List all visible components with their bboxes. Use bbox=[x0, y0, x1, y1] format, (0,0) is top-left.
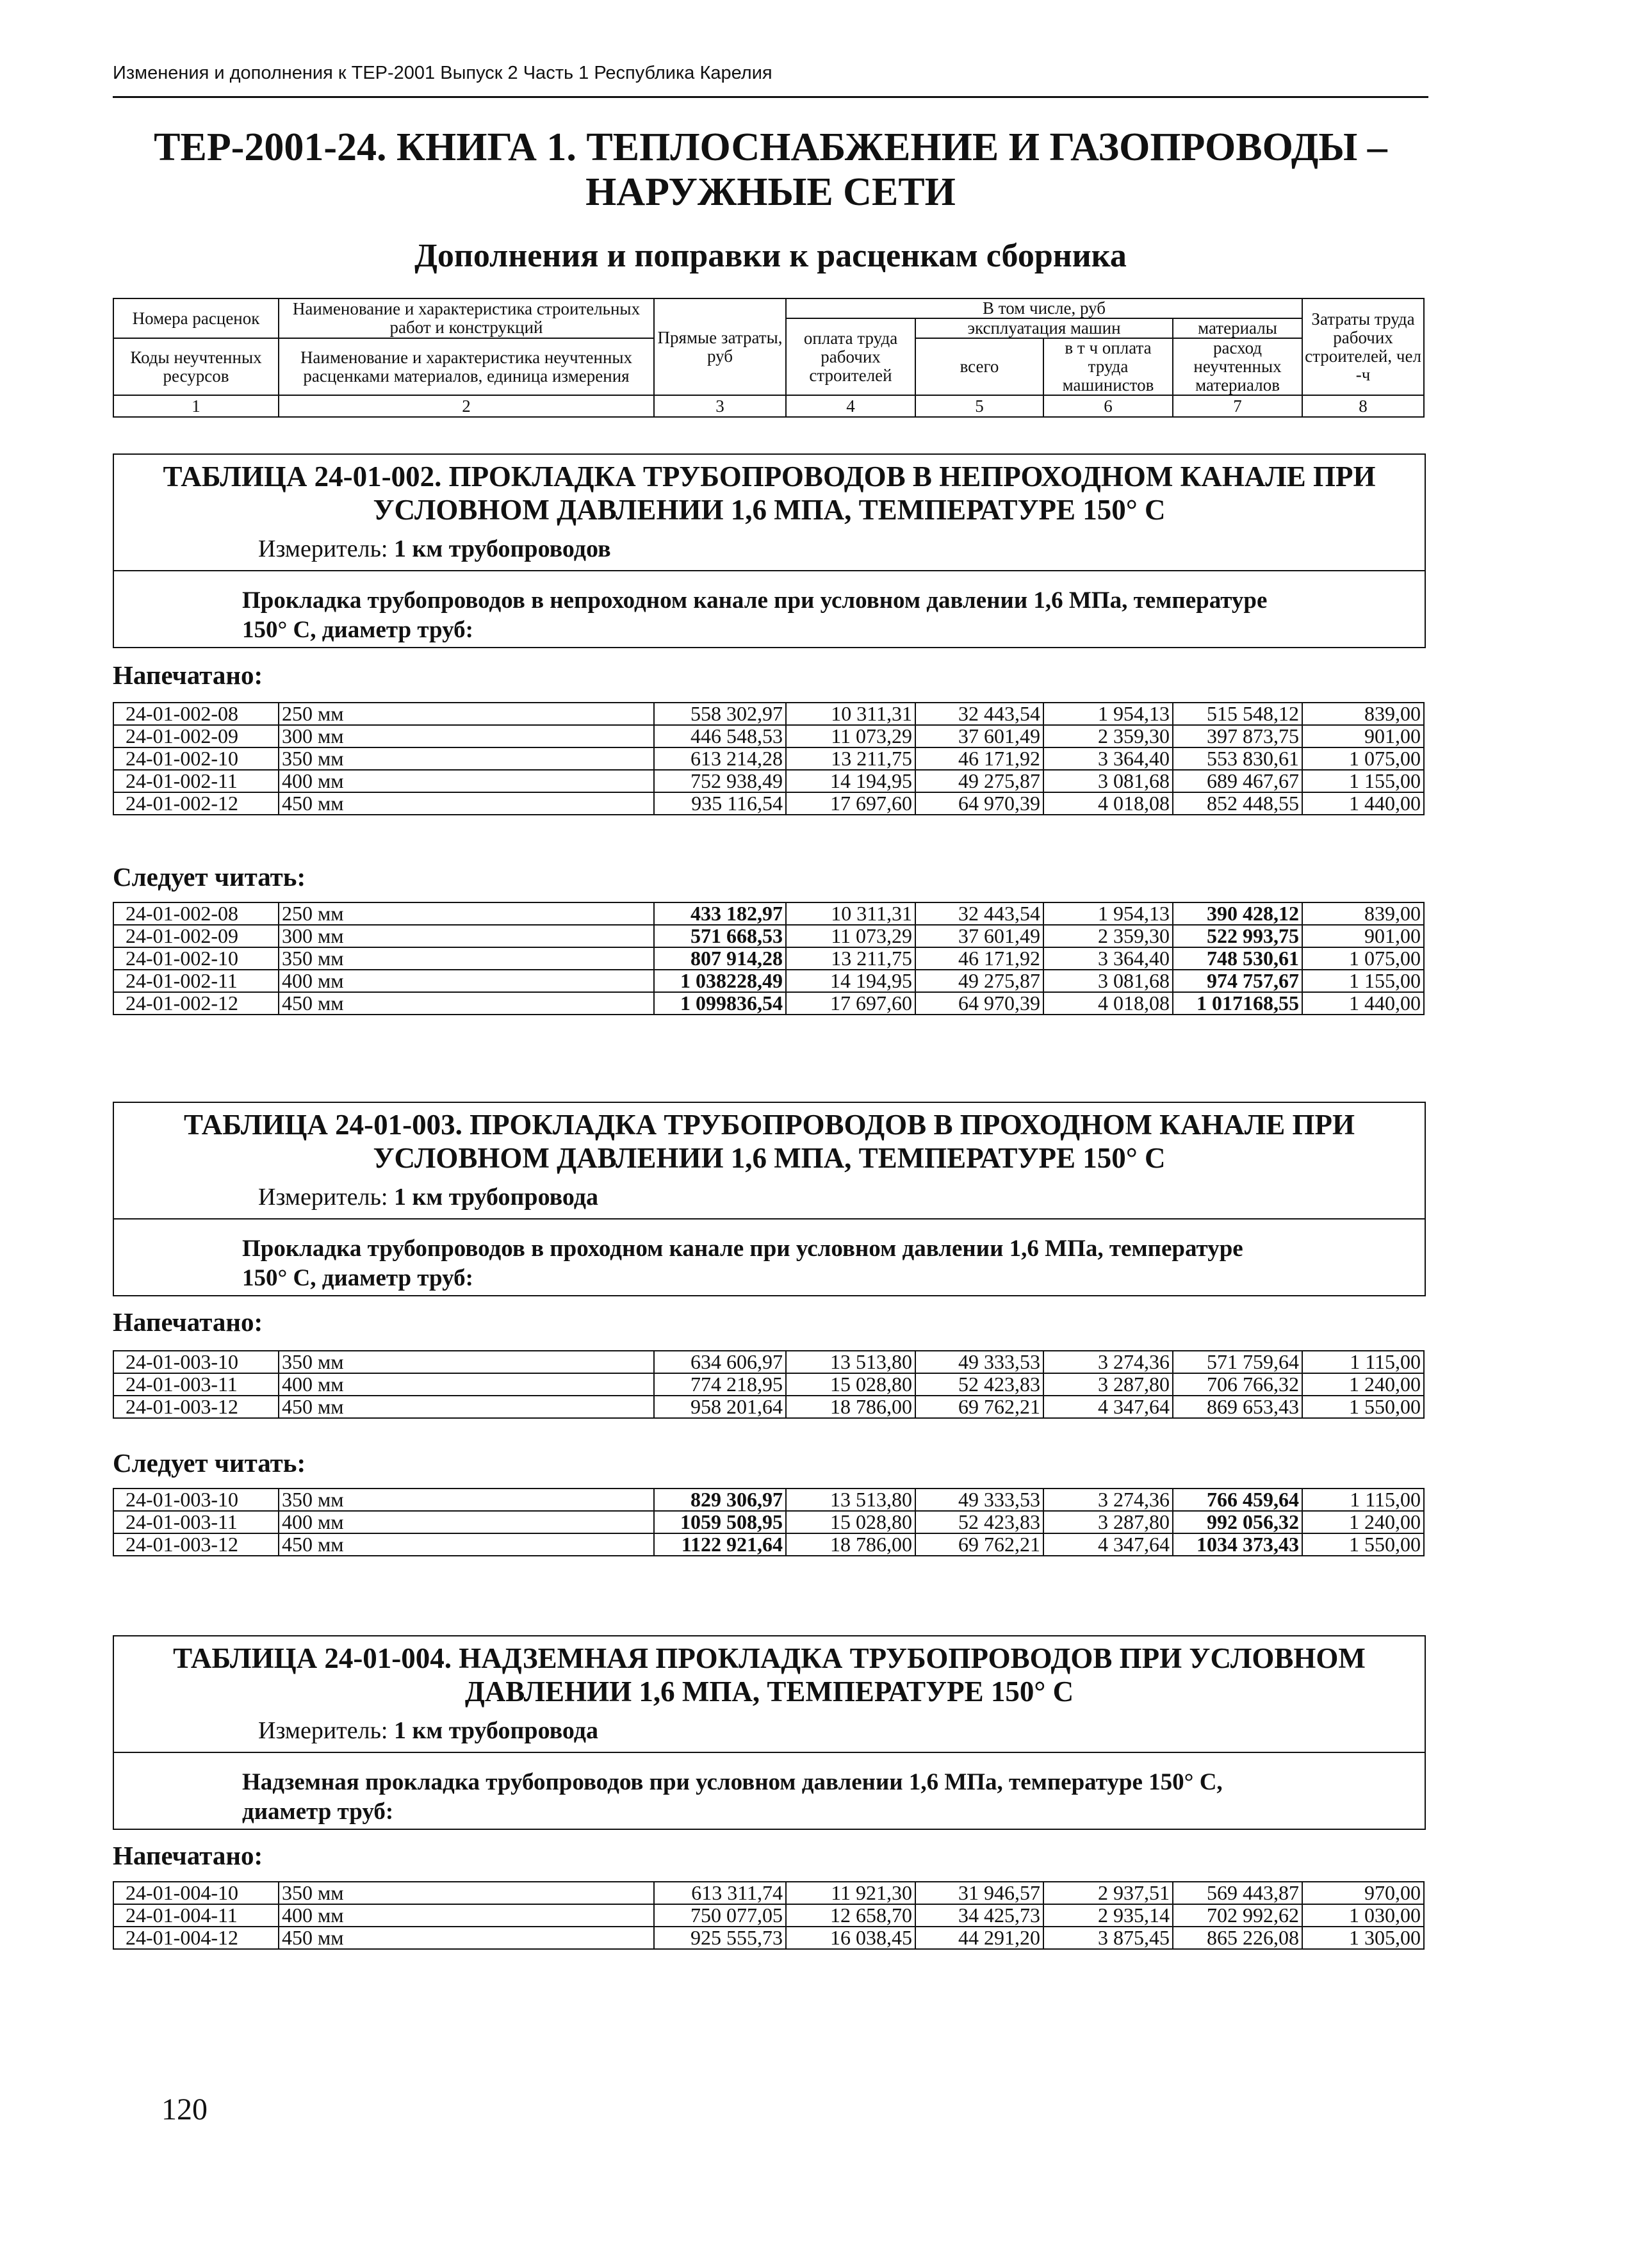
label-printed: Напечатано: bbox=[113, 660, 263, 690]
cost-cell: 522 993,75 bbox=[1173, 925, 1302, 947]
cost-cell: 774 218,95 bbox=[654, 1373, 786, 1396]
cost-cell: 1 075,00 bbox=[1302, 747, 1424, 770]
table-row bbox=[113, 1351, 1424, 1373]
unit-label: Измеритель: bbox=[258, 535, 388, 562]
rate-code: 24-01-003-10 bbox=[113, 1351, 279, 1373]
cost-cell: 11 073,29 bbox=[786, 725, 915, 747]
unit-label: Измеритель: bbox=[258, 1717, 388, 1744]
section-title-line-1: ТАБЛИЦА 24-01-003. ПРОКЛАДКА ТРУБОПРОВОДОВ В ПРОХОДНОМ КАНАЛЕ ПРИ bbox=[183, 1109, 1355, 1141]
pipe-diameter: 350 мм bbox=[279, 747, 654, 770]
cost-cell: 839,00 bbox=[1302, 703, 1424, 725]
pipe-diameter: 450 мм bbox=[279, 1927, 654, 1949]
cost-cell: 613 311,74 bbox=[654, 1882, 786, 1904]
cost-cell: 52 423,83 bbox=[915, 1511, 1043, 1533]
table-24-01-003-corrected bbox=[113, 1488, 1425, 1556]
table-row bbox=[113, 770, 1424, 792]
pipe-diameter: 450 мм bbox=[279, 1396, 654, 1418]
page-subtitle: Дополнения и поправки к расценкам сборника bbox=[414, 238, 1127, 274]
unit-value: 1 км трубопровода bbox=[394, 1717, 599, 1744]
pipe-diameter: 400 мм bbox=[279, 970, 654, 992]
cost-cell: 3 287,80 bbox=[1043, 1373, 1173, 1396]
section-title-line-1: ТАБЛИЦА 24-01-002. ПРОКЛАДКА ТРУБОПРОВОДОВ В НЕПРОХОДНОМ КАНАЛЕ ПРИ bbox=[163, 461, 1376, 493]
cost-cell: 992 056,32 bbox=[1173, 1511, 1302, 1533]
cost-cell: 901,00 bbox=[1302, 925, 1424, 947]
cost-cell: 2 935,14 bbox=[1043, 1904, 1173, 1927]
cost-cell: 558 302,97 bbox=[654, 703, 786, 725]
cost-cell: 750 077,05 bbox=[654, 1904, 786, 1927]
cost-cell: 49 333,53 bbox=[915, 1351, 1043, 1373]
rate-code: 24-01-003-11 bbox=[113, 1511, 279, 1533]
col-header-group: В том числе, руб bbox=[786, 298, 1302, 318]
cost-cell: 11 073,29 bbox=[786, 925, 915, 947]
section-title bbox=[114, 460, 1425, 526]
pipe-diameter: 450 мм bbox=[279, 992, 654, 1015]
pipe-diameter: 400 мм bbox=[279, 770, 654, 792]
table-row bbox=[113, 970, 1424, 992]
cost-cell: 571 759,64 bbox=[1173, 1351, 1302, 1373]
table-24-01-002-printed bbox=[113, 702, 1425, 815]
rate-code: 24-01-002-09 bbox=[113, 925, 279, 947]
pipe-diameter: 350 мм bbox=[279, 1489, 654, 1511]
section-description bbox=[242, 1234, 1419, 1293]
cost-cell: 1 240,00 bbox=[1302, 1511, 1424, 1533]
rate-code: 24-01-003-12 bbox=[113, 1533, 279, 1556]
col-header-1-bottom: Коды неучтенных ресурсов bbox=[113, 338, 279, 395]
section-description-line-2: 150° С, диаметр труб: bbox=[242, 1265, 473, 1291]
cost-cell: 2 937,51 bbox=[1043, 1882, 1173, 1904]
table-row bbox=[113, 747, 1424, 770]
cost-cell: 702 992,62 bbox=[1173, 1904, 1302, 1927]
cost-cell: 4 018,08 bbox=[1043, 992, 1173, 1015]
col-header-7: расход неучтенных материалов bbox=[1173, 338, 1302, 395]
cost-cell: 1 115,00 bbox=[1302, 1351, 1424, 1373]
header-rule bbox=[113, 96, 1428, 98]
section-rule bbox=[114, 1218, 1425, 1220]
cost-cell: 3 875,45 bbox=[1043, 1927, 1173, 1949]
cost-cell: 14 194,95 bbox=[786, 770, 915, 792]
cost-cell: 748 530,61 bbox=[1173, 947, 1302, 970]
cost-cell: 1 038228,49 bbox=[654, 970, 786, 992]
section-unit bbox=[258, 1183, 598, 1211]
cost-cell: 11 921,30 bbox=[786, 1882, 915, 1904]
cost-cell: 852 448,55 bbox=[1173, 792, 1302, 815]
pipe-diameter: 400 мм bbox=[279, 1904, 654, 1927]
cost-cell: 32 443,54 bbox=[915, 703, 1043, 725]
pipe-diameter: 250 мм bbox=[279, 703, 654, 725]
cost-cell: 4 018,08 bbox=[1043, 792, 1173, 815]
section-description bbox=[242, 1768, 1419, 1827]
cost-cell: 49 275,87 bbox=[915, 970, 1043, 992]
cost-cell: 569 443,87 bbox=[1173, 1882, 1302, 1904]
cost-cell: 46 171,92 bbox=[915, 747, 1043, 770]
col-header-2-top: Наименование и характеристика строительных работ и конструкций bbox=[279, 298, 654, 338]
col-number-3: 3 bbox=[654, 395, 786, 417]
table-row bbox=[113, 1373, 1424, 1396]
cost-cell: 925 555,73 bbox=[654, 1927, 786, 1949]
cost-cell: 49 275,87 bbox=[915, 770, 1043, 792]
label-printed: Напечатано: bbox=[113, 1841, 263, 1870]
table-row bbox=[113, 947, 1424, 970]
cost-cell: 18 786,00 bbox=[786, 1396, 915, 1418]
cost-cell: 1 155,00 bbox=[1302, 770, 1424, 792]
cost-cell: 901,00 bbox=[1302, 725, 1424, 747]
cost-cell: 1 099836,54 bbox=[654, 992, 786, 1015]
page-number: 120 bbox=[161, 2093, 208, 2126]
cost-cell: 390 428,12 bbox=[1173, 902, 1302, 925]
pipe-diameter: 300 мм bbox=[279, 725, 654, 747]
page-title-line-2: НАРУЖНЫЕ СЕТИ bbox=[585, 170, 956, 214]
col-header-6: в т ч оплата труда машинистов bbox=[1043, 338, 1173, 395]
page-title bbox=[113, 125, 1428, 215]
cost-cell: 1 115,00 bbox=[1302, 1489, 1424, 1511]
col-header-8: Затраты труда рабочих строителей, чел -ч bbox=[1302, 298, 1424, 395]
cost-cell: 52 423,83 bbox=[915, 1373, 1043, 1396]
col-header-1-top: Номера расценок bbox=[113, 298, 279, 338]
rate-code: 24-01-002-12 bbox=[113, 792, 279, 815]
section-24-01-004 bbox=[113, 1635, 1426, 1830]
cost-cell: 839,00 bbox=[1302, 902, 1424, 925]
table-row bbox=[113, 1927, 1424, 1949]
section-24-01-003 bbox=[113, 1102, 1426, 1296]
col-number-2: 2 bbox=[279, 395, 654, 417]
cost-cell: 829 306,97 bbox=[654, 1489, 786, 1511]
section-title-line-2: ДАВЛЕНИИ 1,6 МПА, ТЕМПЕРАТУРЕ 150° С bbox=[464, 1676, 1074, 1708]
cost-cell: 571 668,53 bbox=[654, 925, 786, 947]
col-number-7: 7 bbox=[1173, 395, 1302, 417]
cost-cell: 18 786,00 bbox=[786, 1533, 915, 1556]
table-row bbox=[113, 725, 1424, 747]
rate-code: 24-01-004-10 bbox=[113, 1882, 279, 1904]
col-header-4: оплата труда рабочих строителей bbox=[786, 318, 915, 395]
table-row bbox=[113, 1904, 1424, 1927]
label-should-read: Следует читать: bbox=[113, 1448, 306, 1478]
cost-cell: 37 601,49 bbox=[915, 925, 1043, 947]
cost-cell: 17 697,60 bbox=[786, 792, 915, 815]
cost-cell: 613 214,28 bbox=[654, 747, 786, 770]
cost-cell: 34 425,73 bbox=[915, 1904, 1043, 1927]
cost-cell: 1122 921,64 bbox=[654, 1533, 786, 1556]
cost-cell: 16 038,45 bbox=[786, 1927, 915, 1949]
cost-cell: 69 762,21 bbox=[915, 1533, 1043, 1556]
section-title-line-2: УСЛОВНОМ ДАВЛЕНИИ 1,6 МПА, ТЕМПЕРАТУРЕ 150° С bbox=[373, 494, 1166, 526]
section-24-01-002 bbox=[113, 453, 1426, 648]
cost-cell: 1059 508,95 bbox=[654, 1511, 786, 1533]
cost-cell: 3 274,36 bbox=[1043, 1351, 1173, 1373]
table-24-01-002-corrected bbox=[113, 902, 1425, 1015]
cost-cell: 13 211,75 bbox=[786, 947, 915, 970]
cost-cell: 433 182,97 bbox=[654, 902, 786, 925]
col-header-machines: эксплуатация машин bbox=[915, 318, 1173, 338]
section-unit bbox=[258, 1717, 598, 1745]
col-number-5: 5 bbox=[915, 395, 1043, 417]
pipe-diameter: 450 мм bbox=[279, 1533, 654, 1556]
cost-cell: 958 201,64 bbox=[654, 1396, 786, 1418]
pipe-diameter: 250 мм bbox=[279, 902, 654, 925]
cost-cell: 10 311,31 bbox=[786, 703, 915, 725]
running-head: Изменения и дополнения к ТЕР-2001 Выпуск 2 Часть 1 Республика Карелия bbox=[113, 63, 772, 83]
cost-cell: 1 954,13 bbox=[1043, 703, 1173, 725]
col-number-1: 1 bbox=[113, 395, 279, 417]
rate-code: 24-01-002-08 bbox=[113, 902, 279, 925]
col-header-3: Прямые затраты, руб bbox=[654, 298, 786, 395]
col-number-8: 8 bbox=[1302, 395, 1424, 417]
label-printed: Напечатано: bbox=[113, 1307, 263, 1337]
col-header-2-bottom: Наименование и характеристика неучтенных расценками материалов, единица измерения bbox=[279, 338, 654, 395]
rate-code: 24-01-003-11 bbox=[113, 1373, 279, 1396]
cost-cell: 64 970,39 bbox=[915, 792, 1043, 815]
cost-cell: 689 467,67 bbox=[1173, 770, 1302, 792]
cost-cell: 935 116,54 bbox=[654, 792, 786, 815]
cost-cell: 15 028,80 bbox=[786, 1511, 915, 1533]
cost-cell: 1 550,00 bbox=[1302, 1396, 1424, 1418]
cost-cell: 14 194,95 bbox=[786, 970, 915, 992]
table-row bbox=[113, 1882, 1424, 1904]
cost-cell: 974 757,67 bbox=[1173, 970, 1302, 992]
table-row bbox=[113, 1489, 1424, 1511]
table-row bbox=[113, 1511, 1424, 1533]
cost-cell: 752 938,49 bbox=[654, 770, 786, 792]
cost-cell: 4 347,64 bbox=[1043, 1533, 1173, 1556]
cost-cell: 807 914,28 bbox=[654, 947, 786, 970]
rate-code: 24-01-002-08 bbox=[113, 703, 279, 725]
column-header-table bbox=[113, 298, 1425, 418]
cost-cell: 1034 373,43 bbox=[1173, 1533, 1302, 1556]
cost-cell: 69 762,21 bbox=[915, 1396, 1043, 1418]
table-row bbox=[113, 992, 1424, 1015]
pipe-diameter: 400 мм bbox=[279, 1511, 654, 1533]
cost-cell: 12 658,70 bbox=[786, 1904, 915, 1927]
col-header-materials: материалы bbox=[1173, 318, 1302, 338]
cost-cell: 553 830,61 bbox=[1173, 747, 1302, 770]
cost-cell: 13 211,75 bbox=[786, 747, 915, 770]
table-24-01-004-printed bbox=[113, 1881, 1425, 1950]
rate-code: 24-01-003-10 bbox=[113, 1489, 279, 1511]
table-row bbox=[113, 1396, 1424, 1418]
col-number-4: 4 bbox=[786, 395, 915, 417]
cost-cell: 44 291,20 bbox=[915, 1927, 1043, 1949]
cost-cell: 1 155,00 bbox=[1302, 970, 1424, 992]
cost-cell: 1 440,00 bbox=[1302, 792, 1424, 815]
unit-label: Измеритель: bbox=[258, 1184, 388, 1211]
cost-cell: 865 226,08 bbox=[1173, 1927, 1302, 1949]
rate-code: 24-01-002-11 bbox=[113, 770, 279, 792]
pipe-diameter: 450 мм bbox=[279, 792, 654, 815]
cost-cell: 1 240,00 bbox=[1302, 1373, 1424, 1396]
cost-cell: 970,00 bbox=[1302, 1882, 1424, 1904]
cost-cell: 13 513,80 bbox=[786, 1489, 915, 1511]
cost-cell: 3 287,80 bbox=[1043, 1511, 1173, 1533]
table-row bbox=[113, 902, 1424, 925]
rate-code: 24-01-004-12 bbox=[113, 1927, 279, 1949]
cost-cell: 1 030,00 bbox=[1302, 1904, 1424, 1927]
cost-cell: 446 548,53 bbox=[654, 725, 786, 747]
pipe-diameter: 300 мм bbox=[279, 925, 654, 947]
section-description-line-1: Прокладка трубопроводов в проходном канале при условном давлении 1,6 МПа, температуре bbox=[242, 1236, 1243, 1262]
cost-cell: 1 550,00 bbox=[1302, 1533, 1424, 1556]
cost-cell: 13 513,80 bbox=[786, 1351, 915, 1373]
cost-cell: 3 364,40 bbox=[1043, 747, 1173, 770]
rate-code: 24-01-002-10 bbox=[113, 947, 279, 970]
section-description-line-2: диаметр труб: bbox=[242, 1799, 394, 1825]
cost-cell: 10 311,31 bbox=[786, 902, 915, 925]
pipe-diameter: 350 мм bbox=[279, 947, 654, 970]
cost-cell: 1 305,00 bbox=[1302, 1927, 1424, 1949]
cost-cell: 3 364,40 bbox=[1043, 947, 1173, 970]
section-unit bbox=[258, 535, 611, 563]
cost-cell: 31 946,57 bbox=[915, 1882, 1043, 1904]
label-should-read: Следует читать: bbox=[113, 862, 306, 892]
cost-cell: 37 601,49 bbox=[915, 725, 1043, 747]
pipe-diameter: 400 мм bbox=[279, 1373, 654, 1396]
cost-cell: 2 359,30 bbox=[1043, 925, 1173, 947]
table-row bbox=[113, 792, 1424, 815]
cost-cell: 1 017168,55 bbox=[1173, 992, 1302, 1015]
section-description-line-2: 150° С, диаметр труб: bbox=[242, 617, 473, 643]
section-rule bbox=[114, 1752, 1425, 1753]
cost-cell: 32 443,54 bbox=[915, 902, 1043, 925]
unit-value: 1 км трубопровода bbox=[394, 1184, 599, 1211]
page-title-line-1: ТЕР-2001-24. КНИГА 1. ТЕПЛОСНАБЖЕНИЕ И ГАЗОПРОВОДЫ – bbox=[154, 126, 1387, 169]
section-title-line-1: ТАБЛИЦА 24-01-004. НАДЗЕМНАЯ ПРОКЛАДКА ТРУБОПРОВОДОВ ПРИ УСЛОВНОМ bbox=[173, 1642, 1366, 1674]
cost-cell: 2 359,30 bbox=[1043, 725, 1173, 747]
cost-cell: 869 653,43 bbox=[1173, 1396, 1302, 1418]
rate-code: 24-01-002-09 bbox=[113, 725, 279, 747]
cost-cell: 49 333,53 bbox=[915, 1489, 1043, 1511]
cost-cell: 64 970,39 bbox=[915, 992, 1043, 1015]
rate-code: 24-01-002-11 bbox=[113, 970, 279, 992]
cost-cell: 766 459,64 bbox=[1173, 1489, 1302, 1511]
pipe-diameter: 350 мм bbox=[279, 1882, 654, 1904]
section-title bbox=[114, 1108, 1425, 1175]
rate-code: 24-01-002-10 bbox=[113, 747, 279, 770]
rate-code: 24-01-004-11 bbox=[113, 1904, 279, 1927]
col-number-6: 6 bbox=[1043, 395, 1173, 417]
section-title bbox=[114, 1642, 1425, 1708]
col-header-5: всего bbox=[915, 338, 1043, 395]
cost-cell: 515 548,12 bbox=[1173, 703, 1302, 725]
cost-cell: 46 171,92 bbox=[915, 947, 1043, 970]
cost-cell: 1 954,13 bbox=[1043, 902, 1173, 925]
cost-cell: 15 028,80 bbox=[786, 1373, 915, 1396]
table-row bbox=[113, 925, 1424, 947]
unit-value: 1 км трубопроводов bbox=[394, 535, 611, 562]
cost-cell: 1 075,00 bbox=[1302, 947, 1424, 970]
table-24-01-003-printed bbox=[113, 1350, 1425, 1419]
cost-cell: 3 274,36 bbox=[1043, 1489, 1173, 1511]
section-rule bbox=[114, 570, 1425, 571]
cost-cell: 4 347,64 bbox=[1043, 1396, 1173, 1418]
cost-cell: 1 440,00 bbox=[1302, 992, 1424, 1015]
cost-cell: 634 606,97 bbox=[654, 1351, 786, 1373]
table-row bbox=[113, 1533, 1424, 1556]
cost-cell: 706 766,32 bbox=[1173, 1373, 1302, 1396]
cost-cell: 397 873,75 bbox=[1173, 725, 1302, 747]
rate-code: 24-01-003-12 bbox=[113, 1396, 279, 1418]
cost-cell: 3 081,68 bbox=[1043, 770, 1173, 792]
cost-cell: 17 697,60 bbox=[786, 992, 915, 1015]
pipe-diameter: 350 мм bbox=[279, 1351, 654, 1373]
section-description-line-1: Прокладка трубопроводов в непроходном канале при условном давлении 1,6 МПа, температуре bbox=[242, 587, 1268, 614]
section-description bbox=[242, 586, 1419, 645]
section-description-line-1: Надземная прокладка трубопроводов при условном давлении 1,6 МПа, температуре 150° С, bbox=[242, 1769, 1223, 1795]
rate-code: 24-01-002-12 bbox=[113, 992, 279, 1015]
table-row bbox=[113, 703, 1424, 725]
section-title-line-2: УСЛОВНОМ ДАВЛЕНИИ 1,6 МПА, ТЕМПЕРАТУРЕ 150° С bbox=[373, 1142, 1166, 1174]
cost-cell: 3 081,68 bbox=[1043, 970, 1173, 992]
